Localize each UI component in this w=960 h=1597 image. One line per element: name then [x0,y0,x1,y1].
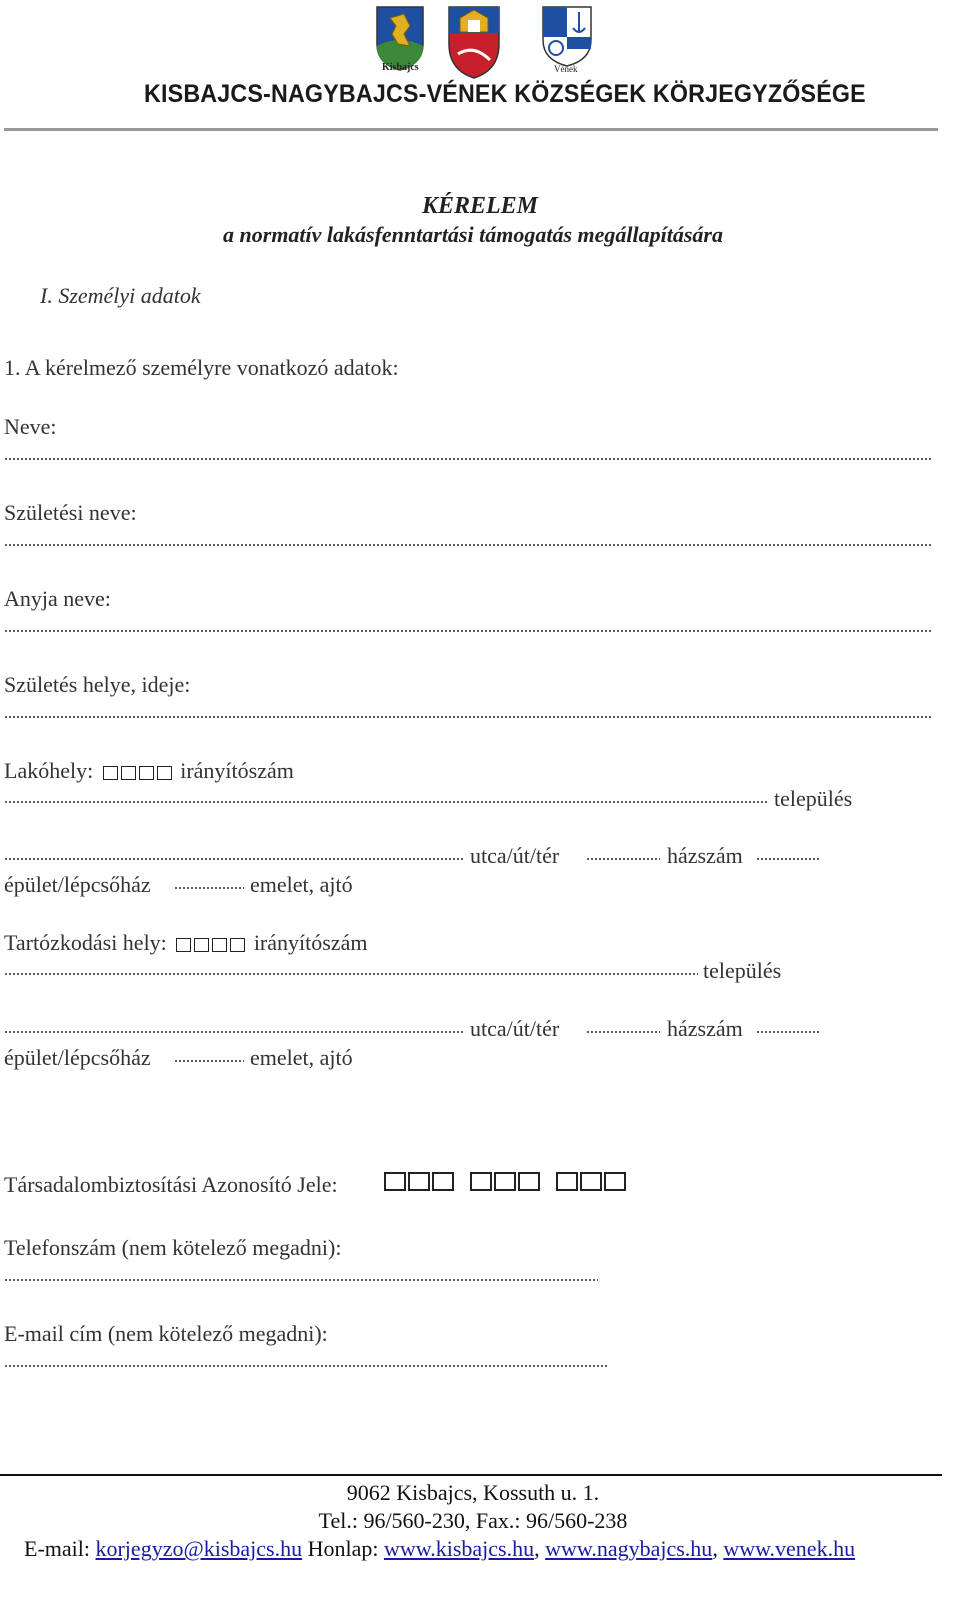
label-hazszam: házszám [667,1016,743,1041]
input-line-lakohely-utca[interactable] [4,857,464,861]
label-telefon: Telefonszám (nem kötelező megadni): [4,1235,342,1260]
input-line-email[interactable] [4,1364,608,1368]
header-title: KISBAJCS-NAGYBAJCS-VÉNEK KÖZSÉGEK KÖRJEGYZŐSÉGE [144,80,866,108]
footer-contact-row: E-mail: korjegyzo@kisbajcs.hu Honlap: www.kisbajcs.hu, www.nagybajcs.hu, www.venek.hu [24,1536,856,1561]
crest-caption: Vének [554,64,578,74]
label-iranyitoszam: irányítószám [253,930,368,955]
label-epulet: épület/lépcsőház [4,872,151,897]
label-email: E-mail cím (nem kötelező megadni): [4,1321,328,1346]
input-line-lakohely-telepules[interactable] [4,800,769,804]
postcode-boxes[interactable] [103,758,175,784]
input-line-lakohely-hazszam[interactable] [586,857,660,861]
document-title: KÉRELEM [421,193,539,219]
input-line-lakohely-emelet[interactable] [174,886,244,890]
footer-link-nagybajcs[interactable]: www.nagybajcs.hu [545,1536,713,1561]
footer-email-link[interactable]: korjegyzo@kisbajcs.hu [95,1536,303,1561]
label-taj: Társadalombiztosítási Azonosító Jele: [4,1172,338,1197]
crest-caption: Kisbajcs [382,62,419,73]
taj-boxes[interactable] [384,1172,628,1191]
nagybajcs-crest [446,4,502,85]
label-iranyitoszam: irányítószám [180,758,294,783]
label-epulet: épület/lépcsőház [4,1045,151,1070]
section-heading: I. Személyi adatok [40,283,201,308]
tartozkodasi-row [4,930,367,956]
footer-email-label: E-mail: [24,1536,90,1561]
footer-phone: Tel.: 96/560-230, Fax.: 96/560-238 [318,1508,628,1533]
label-utca: utca/út/tér [470,1016,560,1041]
venek-crest [540,4,594,75]
input-line-szuletes-helye[interactable] [4,715,932,719]
footer-link-kisbajcs[interactable]: www.kisbajcs.hu [383,1536,535,1561]
input-line-tartozkodasi-epulet[interactable] [756,1030,820,1034]
footer-web-label: Honlap: [307,1536,379,1561]
postcode-boxes[interactable] [176,930,248,956]
label-emelet: emelet, ajtó [250,1045,353,1070]
label-lakohely: Lakóhely: [4,758,94,783]
subsection-heading: 1. A kérelmező személyre vonatkozó adatok: [4,355,399,380]
input-line-neve[interactable] [4,457,932,461]
document-subtitle: a normatív lakásfenntartási támogatás megállapítására [223,222,723,247]
label-neve: Neve: [4,414,57,439]
label-anyja-neve: Anyja neve: [4,586,111,611]
label-telepules: település [703,958,782,983]
input-line-tartozkodasi-telepules[interactable] [4,972,698,976]
input-line-lakohely-epulet[interactable] [756,857,820,861]
input-line-anyja-neve[interactable] [4,629,932,633]
label-tartozkodasi: Tartózkodási hely: [4,930,167,955]
footer-link-venek[interactable]: www.venek.hu [723,1536,856,1561]
label-hazszam: házszám [667,843,743,868]
label-utca: utca/út/tér [470,843,560,868]
input-line-telefon[interactable] [4,1278,598,1282]
input-line-tartozkodasi-utca[interactable] [4,1030,464,1034]
footer-address: 9062 Kisbajcs, Kossuth u. 1. [346,1480,600,1505]
lakohely-row [4,758,294,784]
input-line-tartozkodasi-hazszam[interactable] [586,1030,660,1034]
label-emelet: emelet, ajtó [250,872,353,897]
label-szuletes-helye: Születés helye, ideje: [4,672,191,697]
input-line-tartozkodasi-emelet[interactable] [174,1059,244,1063]
label-szuletesi-neve: Születési neve: [4,500,137,525]
input-line-szuletesi-neve[interactable] [4,543,932,547]
kisbajcs-crest [374,4,426,83]
header-divider [4,128,938,131]
footer-divider [0,1474,942,1476]
label-telepules: település [774,786,853,811]
